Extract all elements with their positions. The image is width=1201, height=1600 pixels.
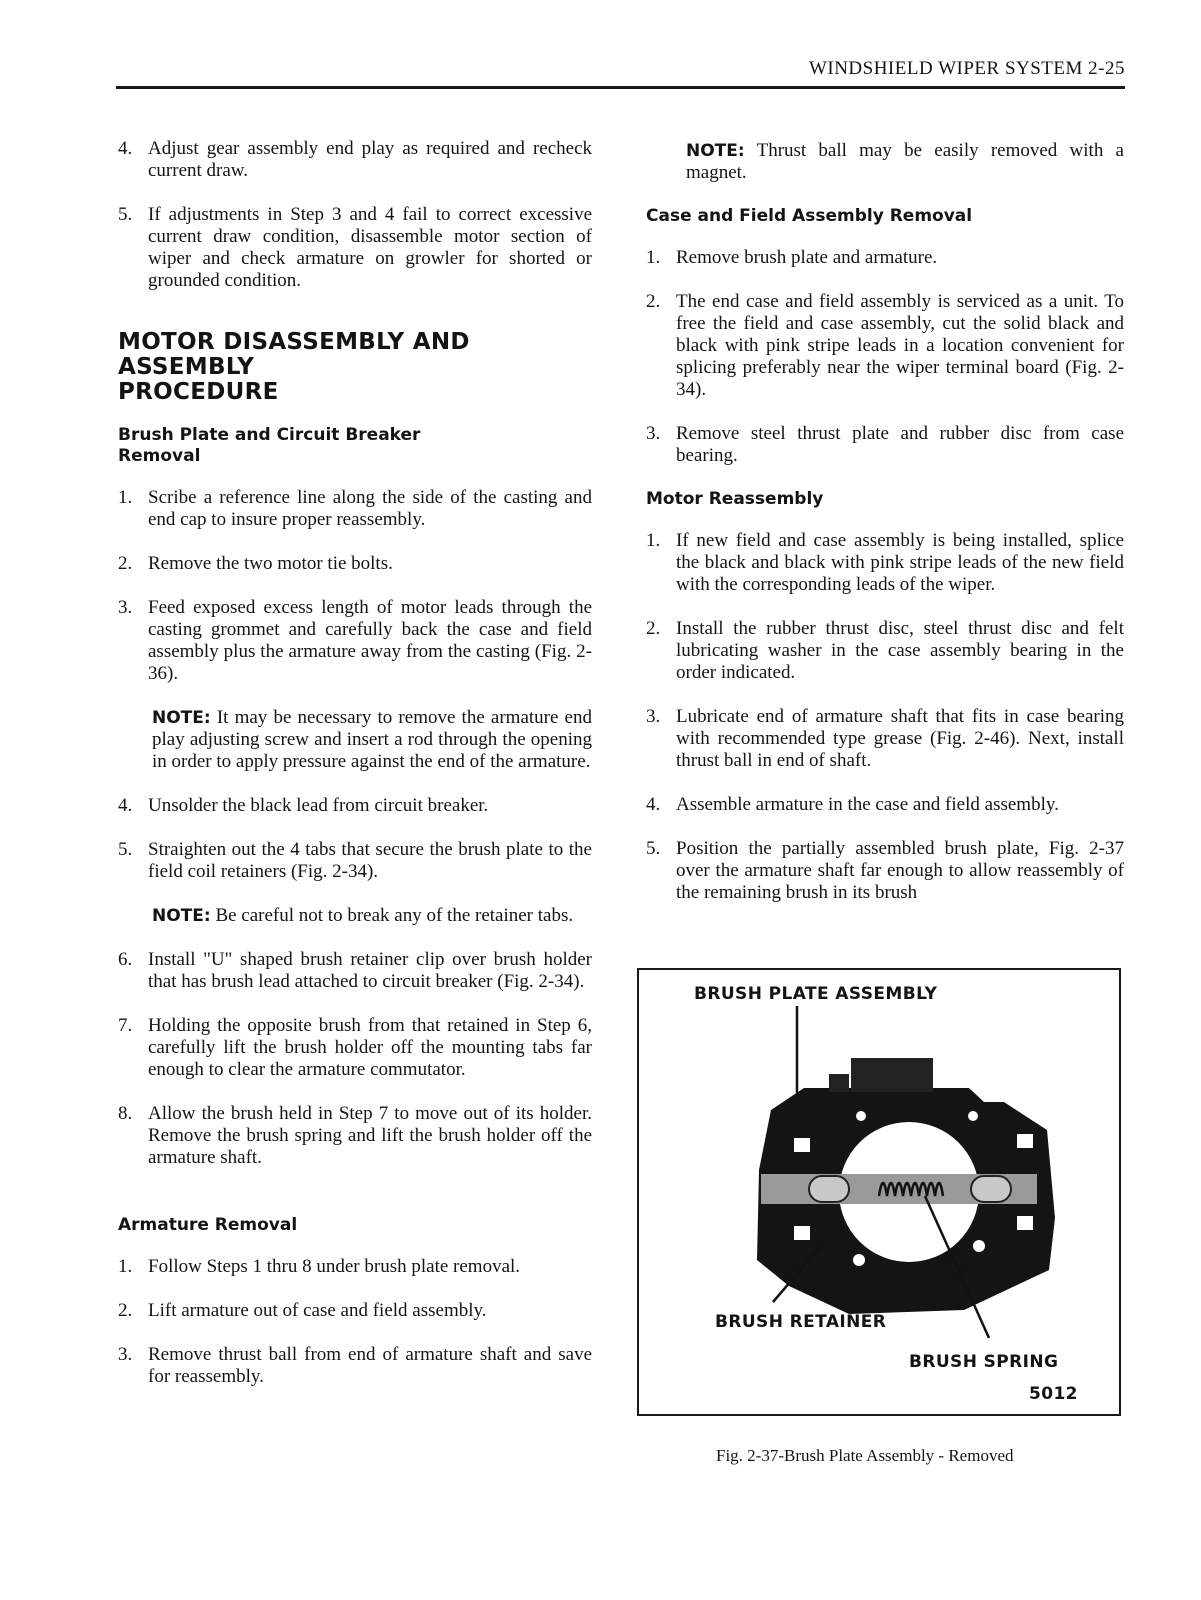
list-item: [646, 794, 1124, 816]
note-thrust-ball: [686, 140, 1124, 184]
list-item: [646, 291, 1124, 401]
list-item: [118, 204, 592, 292]
step-number: 1.: [646, 530, 661, 551]
step-text: Adjust gear assembly end play as required and recheck current draw.: [148, 138, 592, 181]
brush-plate-illustration: [639, 970, 1119, 1414]
figure-caption: Fig. 2-37-Brush Plate Assembly - Removed: [716, 1446, 1014, 1465]
step-text: Straighten out the 4 tabs that secure the brush plate to the field coil retainers (Fig. 2-34).: [148, 839, 592, 882]
step-number: 3.: [646, 706, 661, 727]
section-title: MOTOR DISASSEMBLY AND ASSEMBLY PROCEDURE: [118, 329, 470, 405]
header-rule: [116, 86, 1125, 89]
step-number: 1.: [646, 247, 661, 268]
note-text: Thrust ball may be easily removed with a magnet.: [686, 140, 1124, 183]
step-number: 4.: [118, 795, 133, 816]
intro-steps: [118, 138, 592, 292]
armature-steps: [118, 1256, 592, 1388]
step-number: 4.: [118, 138, 133, 159]
step-number: 2.: [646, 618, 661, 639]
note-label: NOTE:: [152, 708, 211, 728]
note-text: It may be necessary to remove the armature end play adjusting screw and insert a rod through the opening in order to apply pressure against the end of the armature.: [152, 707, 592, 772]
step-number: 2.: [646, 291, 661, 312]
step-number: 3.: [118, 597, 133, 618]
list-item: [118, 1300, 592, 1322]
case-field-heading: Case and Field Assembly Removal: [646, 206, 973, 226]
list-item: [646, 423, 1124, 467]
brush-retainer-label: BRUSH RETAINER: [715, 1312, 887, 1332]
step-number: 5.: [118, 839, 133, 860]
brush-plate-steps-b: [118, 795, 592, 883]
step-text: Remove the two motor tie bolts.: [148, 553, 393, 574]
step-text: If new field and case assembly is being installed, splice the black and black with pink stripe leads of the new field with the corresponding leads of the wiper.: [676, 530, 1124, 595]
brush-spring-label: BRUSH SPRING: [909, 1352, 1059, 1372]
motor-reassembly-heading: Motor Reassembly: [646, 489, 824, 509]
brush-plate-steps-c: [118, 949, 592, 1169]
note-label: NOTE:: [686, 141, 745, 161]
brush-plate-steps-a: [118, 487, 592, 685]
step-text: Install "U" shaped brush retainer clip over brush holder that has brush lead attached to circuit breaker (Fig. 2-34).: [148, 949, 592, 992]
step-text: Unsolder the black lead from circuit breaker.: [148, 795, 489, 816]
step-number: 3.: [118, 1344, 133, 1365]
list-item: [646, 706, 1124, 772]
step-text: Lubricate end of armature shaft that fits in case bearing with recommended type grease (Fig. 2-46). Next, install thrust ball in end of shaft.: [676, 706, 1124, 771]
brush-plate-heading: Brush Plate and Circuit Breaker Removal: [118, 425, 421, 466]
step-text: Remove thrust ball from end of armature shaft and save for reassembly.: [148, 1344, 592, 1387]
page-header: WINDSHIELD WIPER SYSTEM 2-25: [808, 58, 1125, 79]
step-number: 6.: [118, 949, 133, 970]
step-text: Install the rubber thrust disc, steel thrust disc and felt lubricating washer in the case assembly bearing in the order indicated.: [676, 618, 1124, 683]
step-text: Follow Steps 1 thru 8 under brush plate removal.: [148, 1256, 521, 1277]
figure-title-label: BRUSH PLATE ASSEMBLY: [694, 984, 938, 1004]
list-item: [118, 553, 592, 575]
step-text: The end case and field assembly is serviced as a unit. To free the field and case assembly, cut the solid black and black with pink stripe leads in a location convenient for splicing preferably near the wiper terminal board (Fig. 2-34).: [676, 291, 1124, 400]
left-column: [118, 138, 592, 1410]
figure-box: [637, 968, 1121, 1416]
list-item: [118, 1344, 592, 1388]
step-text: Lift armature out of case and field assembly.: [148, 1300, 487, 1321]
note-end-play: [152, 707, 592, 773]
step-text: Remove steel thrust plate and rubber disc from case bearing.: [676, 423, 1124, 466]
note-text: Be careful not to break any of the retainer tabs.: [210, 905, 574, 926]
reassembly-steps: [646, 530, 1124, 904]
step-text: Position the partially assembled brush plate, Fig. 2-37 over the armature shaft far enough to allow reassembly of the remaining brush in its brush: [676, 838, 1124, 903]
list-item: [118, 795, 592, 817]
step-number: 3.: [646, 423, 661, 444]
step-number: 5.: [118, 204, 133, 225]
right-column: [646, 138, 1124, 926]
list-item: [118, 138, 592, 182]
step-number: 2.: [118, 553, 133, 574]
list-item: [118, 1103, 592, 1169]
step-text: Allow the brush held in Step 7 to move out of its holder. Remove the brush spring and lift the brush holder off the armature shaft.: [148, 1103, 592, 1168]
list-item: [646, 530, 1124, 596]
list-item: [118, 839, 592, 883]
step-text: Feed exposed excess length of motor leads through the casting grommet and carefully back the case and field assembly plus the armature away from the casting (Fig. 2-36).: [148, 597, 592, 684]
case-field-steps: [646, 247, 1124, 467]
step-text: Assemble armature in the case and field assembly.: [676, 794, 1059, 815]
list-item: [118, 1256, 592, 1278]
step-number: 1.: [118, 487, 133, 508]
step-text: Remove brush plate and armature.: [676, 247, 938, 268]
step-text: If adjustments in Step 3 and 4 fail to correct excessive current draw condition, disassemble motor section of wiper and check armature on growler for shorted or grounded condition.: [148, 204, 592, 291]
list-item: [118, 949, 592, 993]
step-number: 7.: [118, 1015, 133, 1036]
note-label: NOTE:: [152, 906, 211, 926]
list-item: [118, 1015, 592, 1081]
list-item: [646, 838, 1124, 904]
armature-removal-heading: Armature Removal: [118, 1215, 298, 1235]
step-number: 5.: [646, 838, 661, 859]
list-item: [646, 247, 1124, 269]
step-number: 1.: [118, 1256, 133, 1277]
step-text: Scribe a reference line along the side of the casting and end cap to insure proper reassembly.: [148, 487, 592, 530]
list-item: [646, 618, 1124, 684]
step-number: 4.: [646, 794, 661, 815]
step-text: Holding the opposite brush from that retained in Step 6, carefully lift the brush holder off the mounting tabs far enough to clear the armature commutator.: [148, 1015, 592, 1080]
list-item: [118, 597, 592, 685]
step-number: 2.: [118, 1300, 133, 1321]
note-retainer-tabs: [152, 905, 592, 927]
step-number: 8.: [118, 1103, 133, 1124]
list-item: [118, 487, 592, 531]
figure-code: 5012: [1029, 1384, 1078, 1404]
